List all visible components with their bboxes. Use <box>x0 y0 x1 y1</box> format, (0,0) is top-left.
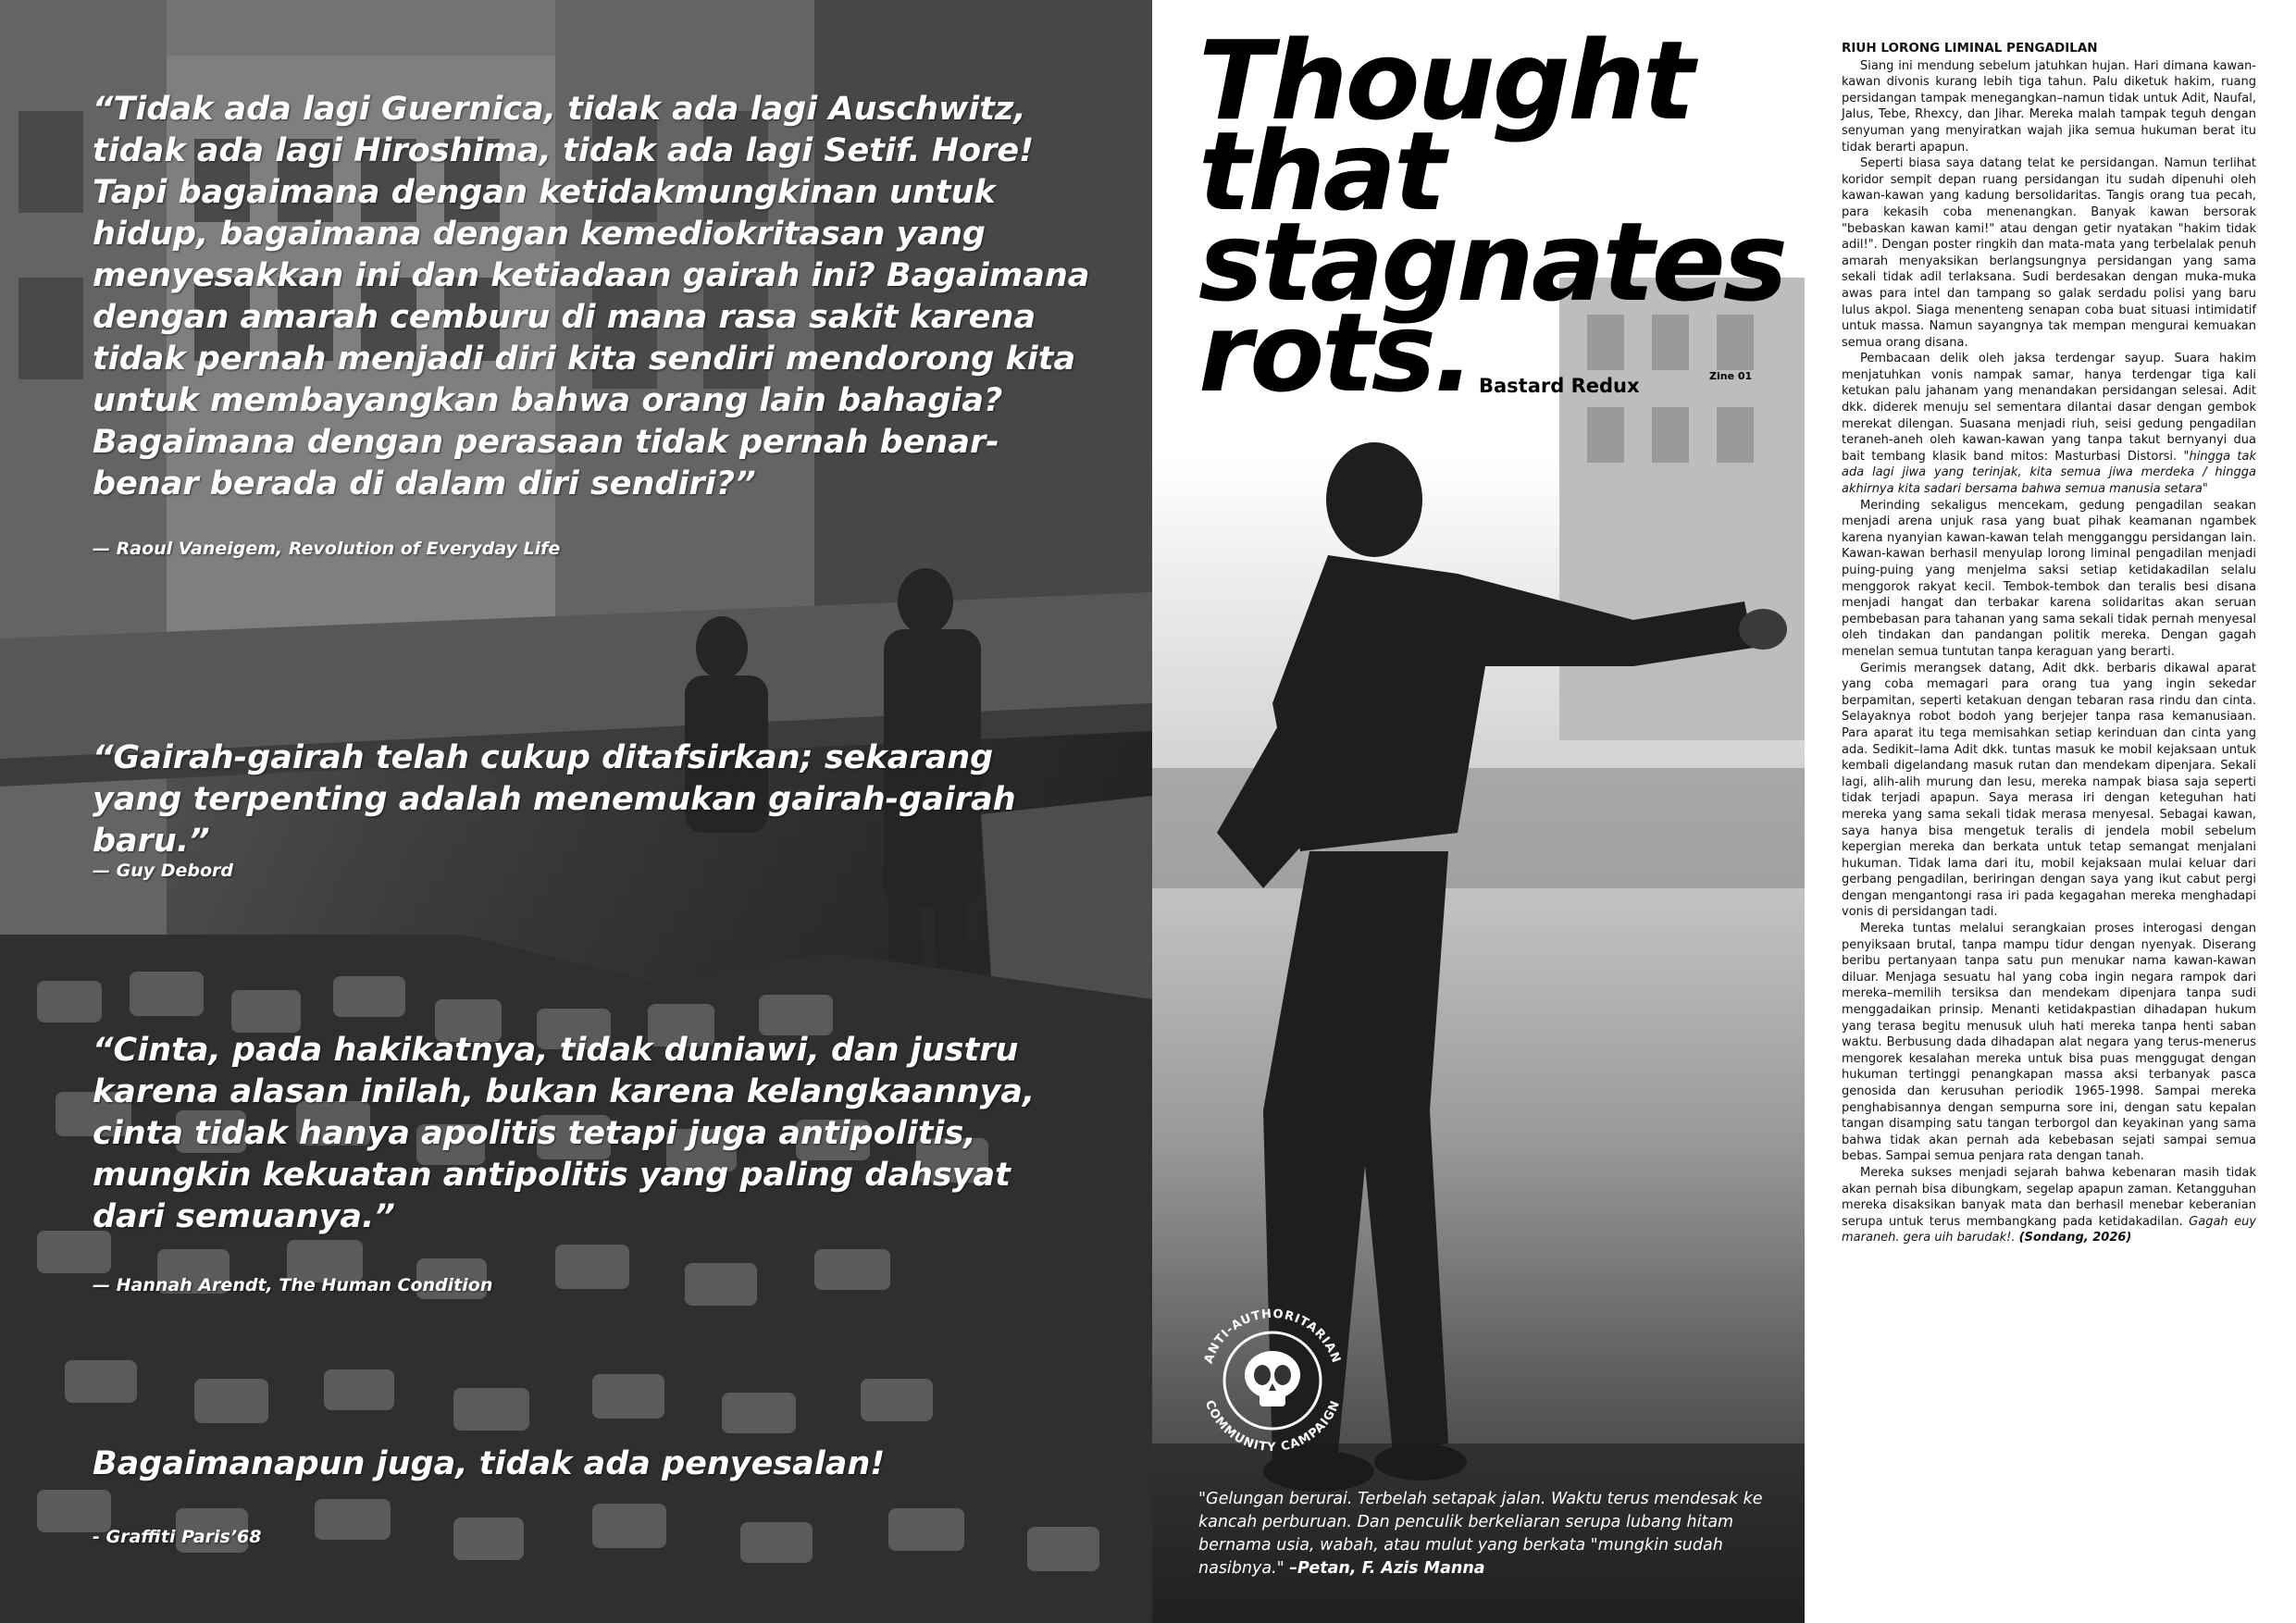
song-lyric: "hingga tak ada lagi jiwa yang terinjak, kita semua jiwa merdeka / hingga akhirnya kita sadari bersama bahwa semua manusia setara" <box>1842 449 2257 497</box>
stamp-top-text: ANTI-AUTHORITARIAN <box>1201 1307 1344 1366</box>
svg-text:COMMUNITY CAMPAIGN <box>1202 1398 1343 1455</box>
quote-arendt: “Cinta, pada hakikatnya, tidak duniawi, dan justru karena alasan inilah, bukan karena kelangkaannya, cinta tidak hanya apolitis tetapi juga antipolitis, mungkin kekuatan antipolitis yang paling dahsyat dari semuanya.” <box>93 1032 1036 1235</box>
headline <box>1198 17 1791 416</box>
zine-name: Bastard Redux <box>1479 375 1640 397</box>
article-paragraph: Merinding sekaligus mencekam, gedung pengadilan seakan menjadi arena unjuk rasa yang buat pihak keamanan ngambek karena nyanyian kawan-kawan telah mengganggu persidangan lain. Kawan-kawan berhasil menyulap lorong liminal pengadilan menjadi puing-puing yang menjelma saksi setiap ketidakadilan selalu menggorok rakyat kecil. Tembok-tembok dan teralis besi disana menjadi hangat dan terbakar karena solidaritas akan seruan pembebasan para tahanan yang sama sekali tidak pernah menyesal oleh tindakan dan pandangan politik mereka. Dengan gagah menelan semua tuntutan tanpa keraguan yang berarti. <box>1842 498 2256 659</box>
zine-number: Zine 01 <box>1709 370 1753 382</box>
skull-stamp-icon <box>1189 1295 1356 1462</box>
headline-line-1: Thought <box>1198 17 1693 144</box>
article-paragraph: Seperti biasa saya datang telat ke persidangan. Namun terlihat koridor sempit depan ruang persidangan itu sudah dipenuhi oleh kawan-kawan yang kadung bersolidaritas. Tangis orang tua pecah, para kekasih coba menenangkan. Banyak kawan bersorak "bebaskan kawan kami!" atau dengan getir nyatakan "hakim tidak adil!". Dengan poster ringkih dan mata-mata yang terbelalak penuh amarah menyaksikan berlangsungnya persidangan yang sama sekali tidak adil terlaksana. Sudi berdesakan dengan muka-muka awas para intel dan tampang so galak serdadu polisi yang baru lulus akpol. Siaga menenteng senapan coba buat situasi intimidatif untuk massa. Namun sayangnya tak mempan mengurai kemuakan semua orang disana. <box>1842 156 2256 350</box>
attribution-arendt: — Hannah Arendt, The Human Condition <box>93 1275 493 1295</box>
middle-photo-panel <box>1152 0 1805 1623</box>
closing-line: Gagah euy maraneh. gera uih barudak!. <box>1842 1214 2256 1245</box>
attribution-graffiti: - Graffiti Paris’68 <box>93 1527 262 1547</box>
photo-caption <box>1198 1488 1791 1580</box>
article-paragraph-text: Pembacaan delik oleh jaksa terdengar sayup. Suara hakim menjatuhkan vonis nampak samar, hanya terdengar tiga kali ketukan palu jahanam yang menandakan persidangan selesai. Adit dkk. diderek menuju sel sementara dilantai dasar dengan gembok merekat dilengan. Suasana menjadi riuh, seisi gedung pengadilan teraneh-aneh oleh kawan-kawan yang tanpa takut bernyanyi dua bait tembang klasik band mitos: Masturbasi Distorsi. <box>1842 352 2256 464</box>
attribution-vaneigem: — Raoul Vaneigem, Revolution of Everyday Life <box>93 539 561 559</box>
article-paragraph <box>1842 1165 2256 1246</box>
headline-line-3: stagnates <box>1198 198 1786 326</box>
article-title: RIUH LORONG LIMINAL PENGADILAN <box>1842 41 2098 56</box>
quote-vaneigem: “Tidak ada lagi Guernica, tidak ada lagi Auschwitz, tidak ada lagi Hiroshima, tidak ada lagi Setif. Hore! Tapi bagaimana dengan ketidakmungkinan untuk hidup, bagaimana dengan kemediokritasan yang menyesakkan ini dan ketiadaan gairah ini? Bagaimana dengan amarah cemburu di mana rasa sakit karena tidak pernah menjadi diri kita sendiri mendorong kita untuk membayangkan bahwa orang lain bahagia? Bagaimana dengan perasaan tidak pernah benar-benar berada di dalam diri sendiri?” <box>93 91 1090 502</box>
quote-debord: “Gairah-gairah telah cukup ditafsirkan; sekarang yang terpenting adalah menemukan gairah-gairah baru.” <box>93 739 1016 860</box>
article-paragraph: Mereka tuntas melalui serangkaian proses interogasi dengan penyiksaan brutal, tanpa mampu tidur dengan nyenyak. Diserang beribu pertanyaan tanpa satu pun menukar nama kawan-kawan diluar. Menjaga sesuatu hal yang coba ingin negara rampok dari mereka–memilih tersiksa dan mendekam dipenjara tanpa sudi menggadaikan prinsip. Menanti ketidakpastian dihadapan hukum yang terasa begitu menusuk uluh hati mereka tanpa henti saban waktu. Berbusung dada dihadapan alat negara yang terus-menerus mengorek kesalahan mereka untuk bisa puas menggugat dengan hukuman tertinggi penangkapan massa aksi terbanyak pasca genosida dan kerusuhan periodik 1965-1998. Sampai mereka penghabisannya dengan sempurna sore ini, dengan satu kepalan tangan disamping satu tangan terborgol dan keyakinan yang sama bahwa tidak akan pernah ada kebebasan sejati sampai semua bebas. Sampai semua penjara rata dengan tanah. <box>1842 922 2256 1164</box>
caption-text: "Gelungan berurai. Terbelah setapak jalan. Waktu terus mendesak ke kancah perburuan. Dan penculik berkeliaran serupa lubang hitam bernama usia, wabah, atau mulut yang berkata "mungkin sudah nasibnya." <box>1198 1490 1763 1578</box>
stamp-bottom-text: COMMUNITY CAMPAIGN <box>1201 1398 1344 1456</box>
attribution-debord: — Guy Debord <box>93 861 234 881</box>
article-paragraph: Gerimis merangsek datang, Adit dkk. berbaris dikawal aparat yang coba memagari para orang tua yang ingin sekedar berpamitan, seperti ketakuan dengan tebaran rasa rindu dan cinta. Selayaknya robot bodoh yang berjejer tanpa rasa kemanusiaan. Para aparat itu tega memisahkan setiap kerinduan dan cinta yang ada. Sedikit–lama Adit dkk. tuntas masuk ke mobil kejaksaan untuk kembali digelandang masuk rutan dan mendekam dipenjara. Sekali lagi, alih-alih murung dan lesu, mereka nampak biasa saja seperti tidak terjadi apapun. Saya merasa iri dengan keteguhan hati mereka yang sama sekali tidak merasa menyesal. Sebagai kawan, saya hanya bisa mengetuk teralis di jendela mobil sebelum kepergian mereka dan berkata untuk tetap semangat menjalani hukuman. Tidak lama dari itu, mobil kejaksaan mulai keluar dari gerbang pengadilan, beriringan dengan saya yang ikut cabut pergi dengan mengantongi rasa iri pada kegagahan mereka menghadapi vonis di persidangan tadi. <box>1842 661 2256 920</box>
headline-line-4: rots. <box>1198 289 1472 416</box>
article-column <box>1842 41 2256 1246</box>
signature: (Sondang, 2026) <box>2018 1231 2132 1245</box>
headline-line-2: that <box>1198 107 1444 235</box>
article-paragraph <box>1842 351 2256 497</box>
article-paragraph: Siang ini mendung sebelum jatuhkan hujan. Hari dimana kawan-kawan divonis kurang lebih tiga tahun. Palu diketuk hakim, ruang persidangan tampak menegangkan–namun tidak untuk Adit, Naufal, Jalus, Tebe, Rhexcy, dan Jihar. Mereka malah tampak teguh dengan senyuman yang menyiratkan wajah jika semua hukuman berat itu tidak berarti apapun. <box>1842 58 2256 155</box>
article-paragraph-text: Mereka sukses menjadi sejarah bahwa kebenaran masih tidak akan pernah bisa dibungkam, segelap apapun zaman. Ketangguhan mereka disaksikan banyak mata dan berhasil menebar keberanian serupa untuk terus membangkang pada ketidakadilan. <box>1842 1165 2256 1229</box>
quote-graffiti: Bagaimanapun juga, tidak ada penyesalan! <box>93 1445 886 1482</box>
caption-credit: –Petan, F. Azis Manna <box>1289 1559 1485 1578</box>
